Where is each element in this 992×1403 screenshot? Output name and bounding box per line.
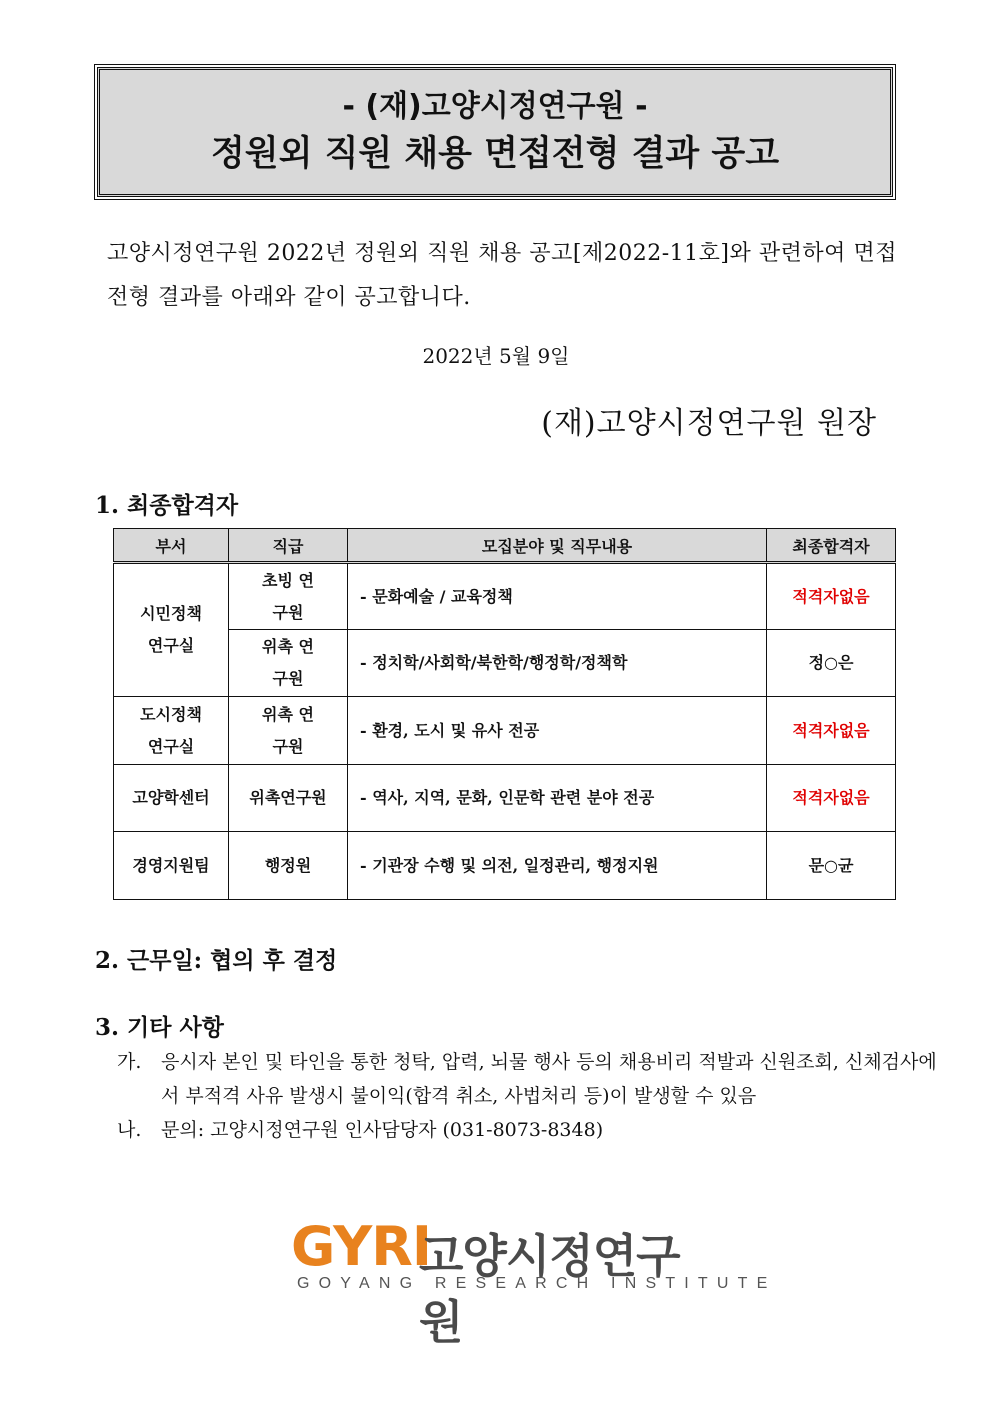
note-mark: 나.: [117, 1119, 142, 1141]
cell-rank: 초빙 연구원: [229, 563, 348, 630]
note-text: 응시자 본인 및 타인을 통한 청탁, 압력, 뇌물 행사 등의 채용비리 적발과 신원조회, 신체검사에서 부적격 사유 발생시 불이익(합격 취소, 사법처리 등)이 발생할 수 있음: [161, 1051, 937, 1107]
cell-dept: 고양학센터: [114, 765, 229, 832]
section-2-heading: 2. 근무일: 협의 후 결정: [95, 947, 338, 974]
cell-field: - 정치학/사회학/북한학/행정학/정책학: [348, 630, 767, 697]
table-row: [114, 630, 896, 697]
title-line-1: - (재)고양시정연구원 -: [342, 89, 648, 124]
cell-result: 적격자없음: [767, 697, 896, 765]
note-item: [117, 1113, 941, 1147]
cell-rank: 위촉연구원: [229, 765, 348, 832]
logo-abbr: GYRI: [291, 1215, 431, 1278]
notes-list: [117, 1045, 941, 1147]
header-rank: 직급: [229, 529, 348, 563]
note-item: [117, 1045, 941, 1113]
header-result: 최종합격자: [767, 529, 896, 563]
cell-field: - 역사, 지역, 문화, 인문학 관련 분야 전공: [348, 765, 767, 832]
note-mark: 가.: [117, 1051, 142, 1073]
cell-dept: 도시정책 연구실: [114, 697, 229, 765]
logo-name-en: GOYANG RESEARCH INSTITUTE: [297, 1275, 777, 1292]
results-table: [113, 528, 896, 900]
cell-dept: 시민정책 연구실: [114, 563, 229, 697]
cell-dept: 경영지원팀: [114, 832, 229, 900]
cell-rank: 위촉 연구원: [229, 697, 348, 765]
cell-result: 정○은: [767, 630, 896, 697]
table-row: [114, 832, 896, 900]
table-row: [114, 697, 896, 765]
section-1-heading: 1. 최종합격자: [95, 492, 239, 519]
title-box: [97, 67, 893, 197]
cell-result: 문○균: [767, 832, 896, 900]
table-row: [114, 765, 896, 832]
issuer: (재)고양시정연구원 원장: [541, 406, 877, 441]
section-3-heading: 3. 기타 사항: [95, 1014, 224, 1041]
cell-rank: 위촉 연구원: [229, 630, 348, 697]
note-text: 문의: 고양시정연구원 인사담당자 (031-8073-8348): [161, 1119, 604, 1141]
cell-field: - 환경, 도시 및 유사 전공: [348, 697, 767, 765]
header-field: 모집분야 및 직무내용: [348, 529, 767, 563]
cell-result: 적격자없음: [767, 563, 896, 630]
cell-field: - 기관장 수행 및 의전, 일정관리, 행정지원: [348, 832, 767, 900]
cell-result: 적격자없음: [767, 765, 896, 832]
cell-rank: 행정원: [229, 832, 348, 900]
title-line-2: 정원외 직원 채용 면접전형 결과 공고: [210, 134, 780, 174]
logo-name-kr: 고양시정연구원: [419, 1229, 680, 1349]
header-dept: 부서: [114, 529, 229, 563]
intro-paragraph: 고양시정연구원 2022년 정원외 직원 채용 공고[제2022-11호]와 관련하여 면접전형 결과를 아래와 같이 공고합니다.: [107, 241, 897, 310]
table-row: [114, 563, 896, 630]
table-header-row: [114, 529, 896, 563]
cell-field: - 문화예술 / 교육정책: [348, 563, 767, 630]
announcement-date: 2022년 5월 9일: [422, 344, 570, 368]
institute-logo: [291, 1215, 777, 1349]
